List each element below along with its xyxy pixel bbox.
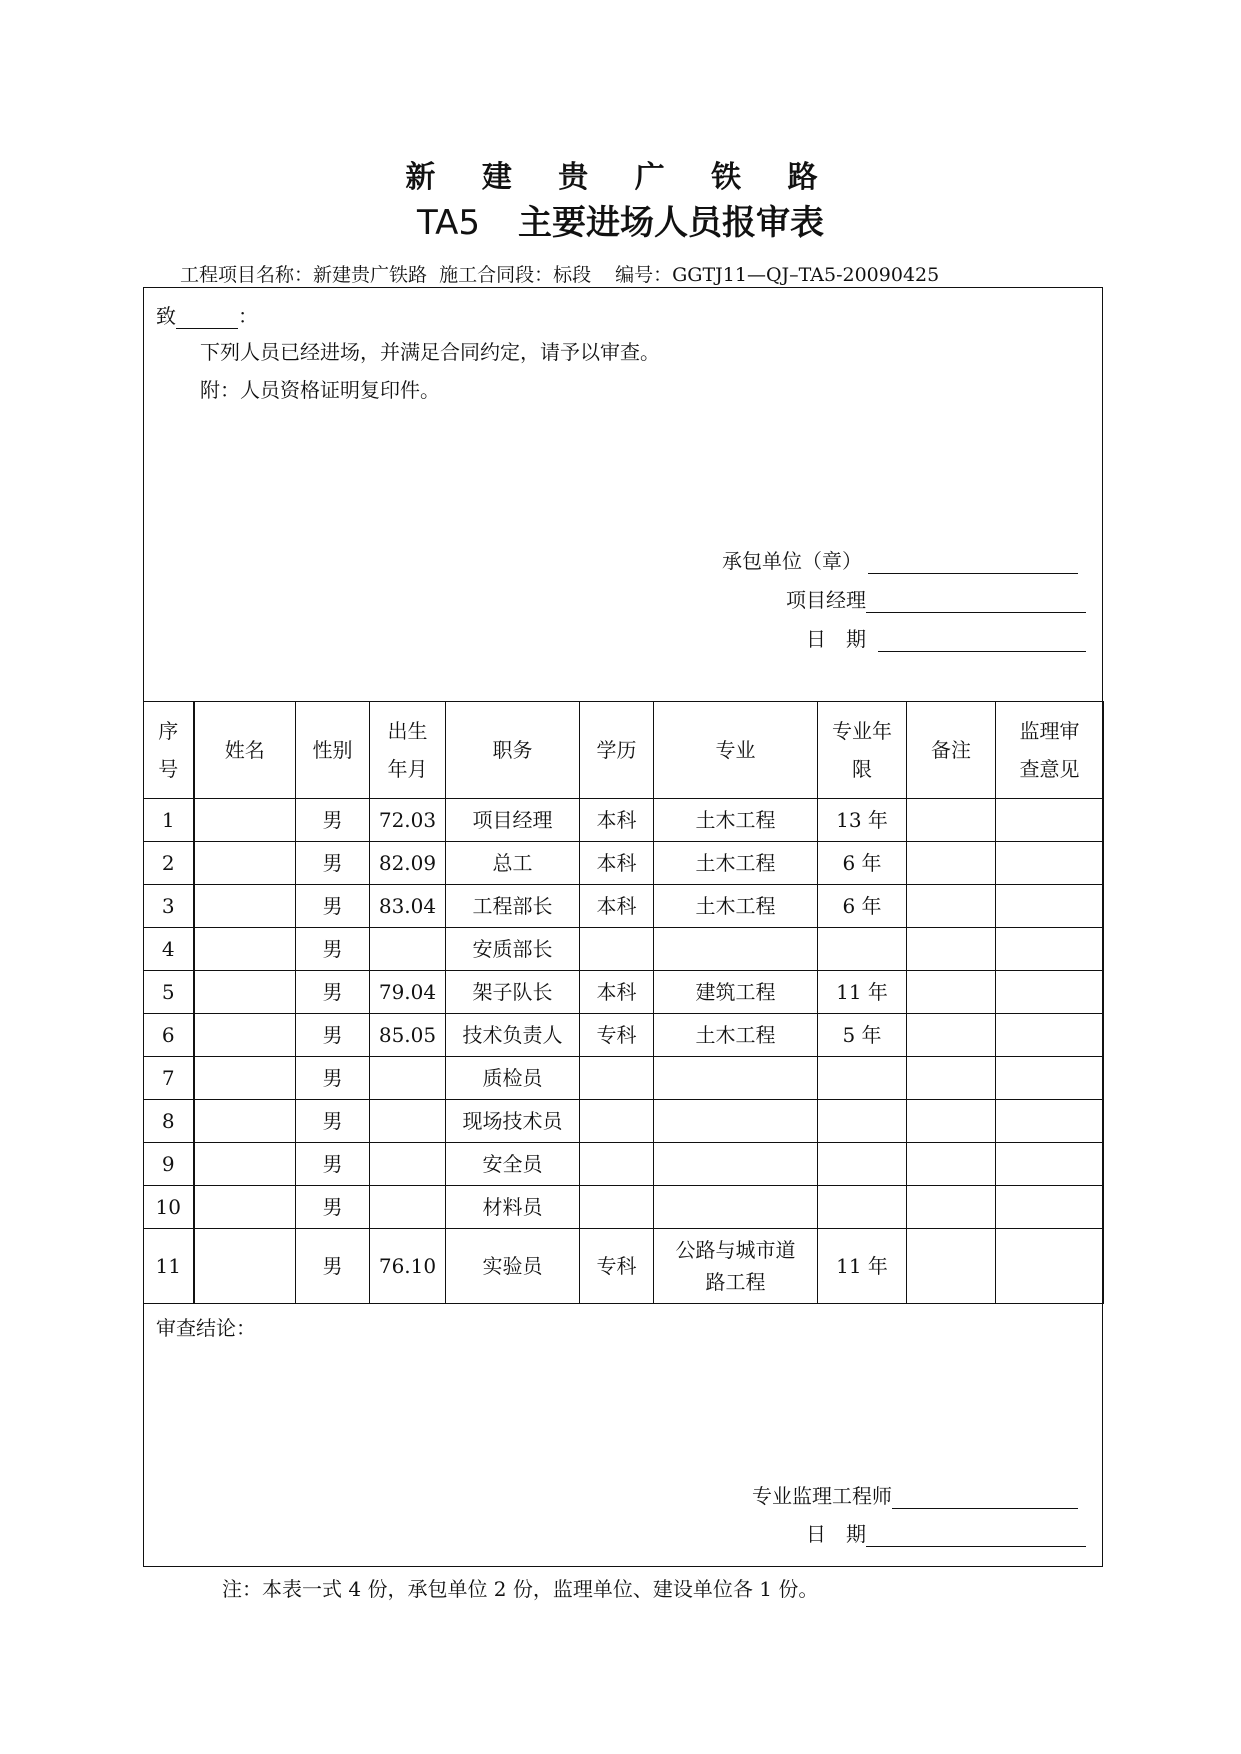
cell-name[interactable]: [194, 885, 296, 928]
cell-remark[interactable]: [907, 1186, 996, 1229]
cell-years: [818, 1100, 907, 1143]
header-no: 序号: [144, 702, 194, 799]
header-birth: 出生年月: [370, 702, 446, 799]
cell-years: 5 年: [818, 1014, 907, 1057]
engineer-label: 专业监理工程师: [752, 1484, 892, 1508]
table-row: [144, 971, 1104, 1014]
cell-position: 工程部长: [446, 885, 580, 928]
review-date-blank[interactable]: [866, 1524, 1086, 1547]
cell-years: [818, 1057, 907, 1100]
header-review: 监理审查意见: [996, 702, 1104, 799]
cell-review[interactable]: [996, 1057, 1104, 1100]
header-years: 专业年限: [818, 702, 907, 799]
cell-no: 7: [144, 1057, 194, 1100]
cell-major: [654, 928, 818, 971]
cell-remark[interactable]: [907, 971, 996, 1014]
cell-birth: [370, 1100, 446, 1143]
cell-birth: 79.04: [370, 971, 446, 1014]
table-row: [144, 885, 1104, 928]
form-title: [0, 195, 1241, 244]
to-label: 致: [156, 304, 176, 328]
cell-education: 专科: [580, 1229, 654, 1304]
cell-gender: 男: [296, 1143, 370, 1186]
cell-education: [580, 1186, 654, 1229]
cell-review[interactable]: [996, 1100, 1104, 1143]
cell-review[interactable]: [996, 928, 1104, 971]
header-remark: 备注: [907, 702, 996, 799]
cell-position: 质检员: [446, 1057, 580, 1100]
cell-position: 总工: [446, 842, 580, 885]
cell-remark[interactable]: [907, 885, 996, 928]
date-label: 日 期: [806, 627, 866, 651]
cell-education: 专科: [580, 1014, 654, 1057]
cell-years: [818, 1143, 907, 1186]
table-row: [144, 1014, 1104, 1057]
cell-birth: 82.09: [370, 842, 446, 885]
cell-major: [654, 1186, 818, 1229]
form-code: TA5: [416, 203, 481, 243]
table-row: [144, 1100, 1104, 1143]
table-row: [144, 842, 1104, 885]
cell-remark[interactable]: [907, 928, 996, 971]
cell-major: [654, 1100, 818, 1143]
cell-no: 6: [144, 1014, 194, 1057]
review-date-line: [806, 1518, 1086, 1547]
cell-no: 8: [144, 1100, 194, 1143]
cell-major: 公路与城市道路工程: [654, 1229, 818, 1304]
date-line: [806, 623, 1086, 652]
project-name: 工程项目名称：新建贵广铁路: [180, 264, 428, 286]
cell-position: 技术负责人: [446, 1014, 580, 1057]
form-number: 编号：GGTJ11—QJ–TA5-20090425: [615, 264, 940, 286]
cell-name[interactable]: [194, 1143, 296, 1186]
cell-review[interactable]: [996, 842, 1104, 885]
header-position: 职务: [446, 702, 580, 799]
cell-education: [580, 1143, 654, 1186]
cell-name[interactable]: [194, 1057, 296, 1100]
cell-years: 11 年: [818, 1229, 907, 1304]
form-frame: [143, 287, 1103, 1567]
cell-birth: [370, 1186, 446, 1229]
header-education: 学历: [580, 702, 654, 799]
cell-remark[interactable]: [907, 1100, 996, 1143]
cell-no: 9: [144, 1143, 194, 1186]
cell-years: 6 年: [818, 885, 907, 928]
personnel-table: [143, 701, 1104, 1304]
cell-education: 本科: [580, 971, 654, 1014]
cell-years: [818, 928, 907, 971]
cell-gender: 男: [296, 1014, 370, 1057]
cell-gender: 男: [296, 928, 370, 971]
manager-label: 项目经理: [786, 588, 866, 612]
header-gender: 性别: [296, 702, 370, 799]
cell-education: [580, 928, 654, 971]
cell-gender: 男: [296, 842, 370, 885]
cell-review[interactable]: [996, 1014, 1104, 1057]
cell-gender: 男: [296, 971, 370, 1014]
table-row: [144, 928, 1104, 971]
review-conclusion-label: 审查结论：: [156, 1316, 256, 1340]
cell-birth: 85.05: [370, 1014, 446, 1057]
cell-birth: [370, 1057, 446, 1100]
cell-no: 10: [144, 1186, 194, 1229]
contractor-label: 承包单位（章）: [722, 549, 862, 573]
cell-gender: 男: [296, 799, 370, 842]
cell-gender: 男: [296, 1057, 370, 1100]
cell-remark[interactable]: [907, 799, 996, 842]
cell-major: 建筑工程: [654, 971, 818, 1014]
cell-position: 实验员: [446, 1229, 580, 1304]
cell-major: 土木工程: [654, 885, 818, 928]
header-name: 姓名: [194, 702, 296, 799]
cell-remark[interactable]: [907, 1229, 996, 1304]
cell-name[interactable]: [194, 928, 296, 971]
cell-gender: 男: [296, 1229, 370, 1304]
cell-remark[interactable]: [907, 1014, 996, 1057]
cell-no: 5: [144, 971, 194, 1014]
cell-education: 本科: [580, 885, 654, 928]
cell-years: 6 年: [818, 842, 907, 885]
cell-education: [580, 1057, 654, 1100]
addressee-blank[interactable]: [176, 306, 238, 329]
manager-blank[interactable]: [866, 590, 1086, 613]
cell-position: 现场技术员: [446, 1100, 580, 1143]
cell-education: [580, 1100, 654, 1143]
cell-education: 本科: [580, 799, 654, 842]
cell-review[interactable]: [996, 799, 1104, 842]
cell-review[interactable]: [996, 971, 1104, 1014]
cell-education: 本科: [580, 842, 654, 885]
table-row: [144, 1143, 1104, 1186]
cell-name[interactable]: [194, 1100, 296, 1143]
cell-name[interactable]: [194, 1229, 296, 1304]
form-name: 主要进场人员报审表: [518, 203, 825, 243]
manager-line: [786, 584, 1086, 613]
table-header-row: [144, 702, 1104, 799]
cell-name[interactable]: [194, 842, 296, 885]
cell-birth: 72.03: [370, 799, 446, 842]
railway-title: 新 建 贵 广 铁 路: [405, 160, 836, 195]
to-colon: ：: [238, 304, 258, 328]
cell-gender: 男: [296, 1186, 370, 1229]
contractor-blank[interactable]: [868, 551, 1078, 574]
cell-name[interactable]: [194, 1014, 296, 1057]
cell-no: 3: [144, 885, 194, 928]
engineer-line: [752, 1480, 1078, 1509]
cell-gender: 男: [296, 1100, 370, 1143]
cell-years: 11 年: [818, 971, 907, 1014]
cell-major: [654, 1143, 818, 1186]
cell-years: 13 年: [818, 799, 907, 842]
cell-position: 材料员: [446, 1186, 580, 1229]
cell-position: 项目经理: [446, 799, 580, 842]
cell-birth: 83.04: [370, 885, 446, 928]
cell-name[interactable]: [194, 799, 296, 842]
cell-major: 土木工程: [654, 1014, 818, 1057]
table-row: [144, 1229, 1104, 1304]
footnote: 注：本表一式 4 份，承包单位 2 份，监理单位、建设单位各 1 份。: [222, 1577, 819, 1601]
cell-birth: 76.10: [370, 1229, 446, 1304]
cell-review[interactable]: [996, 1143, 1104, 1186]
cell-gender: 男: [296, 885, 370, 928]
cell-no: 1: [144, 799, 194, 842]
cell-no: 4: [144, 928, 194, 971]
cell-major: [654, 1057, 818, 1100]
cell-remark[interactable]: [907, 1143, 996, 1186]
cell-birth: [370, 928, 446, 971]
cell-remark[interactable]: [907, 1057, 996, 1100]
date-blank[interactable]: [878, 629, 1086, 652]
cell-birth: [370, 1143, 446, 1186]
cell-years: [818, 1186, 907, 1229]
table-row: [144, 1186, 1104, 1229]
cell-major: 土木工程: [654, 842, 818, 885]
cell-review[interactable]: [996, 1229, 1104, 1304]
letter-body: 下列人员已经进场，并满足合同约定，请予以审查。: [200, 340, 660, 364]
header-major: 专业: [654, 702, 818, 799]
cell-no: 11: [144, 1229, 194, 1304]
table-row: [144, 1057, 1104, 1100]
addressee-line: [156, 300, 258, 329]
cell-position: 安全员: [446, 1143, 580, 1186]
attachment-note: 附：人员资格证明复印件。: [200, 378, 440, 402]
cell-position: 架子队长: [446, 971, 580, 1014]
contract-section: 施工合同段：标段: [439, 264, 592, 286]
cell-name[interactable]: [194, 1186, 296, 1229]
contractor-line: [722, 545, 1078, 574]
cell-review[interactable]: [996, 885, 1104, 928]
review-date-label: 日 期: [806, 1522, 866, 1546]
cell-name[interactable]: [194, 971, 296, 1014]
engineer-blank[interactable]: [892, 1486, 1078, 1509]
cell-position: 安质部长: [446, 928, 580, 971]
cell-review[interactable]: [996, 1186, 1104, 1229]
project-info-line: [180, 260, 945, 287]
cell-remark[interactable]: [907, 842, 996, 885]
cell-major: 土木工程: [654, 799, 818, 842]
cell-no: 2: [144, 842, 194, 885]
table-row: [144, 799, 1104, 842]
